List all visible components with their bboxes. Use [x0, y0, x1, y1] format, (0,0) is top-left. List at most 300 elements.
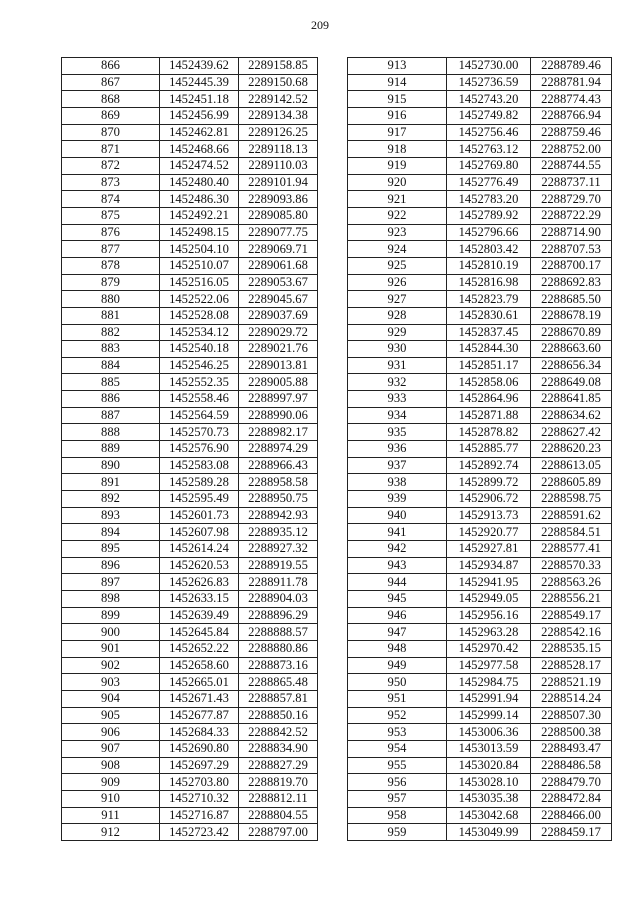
northing-cell: 2288649.08: [531, 374, 612, 391]
northing-cell: 2288459.17: [531, 824, 612, 841]
northing-cell: 2288466.00: [531, 807, 612, 824]
easting-cell: 1452620.53: [160, 557, 239, 574]
point-number-cell: 909: [62, 774, 160, 791]
table-row: [62, 657, 318, 674]
northing-cell: 2288620.23: [531, 441, 612, 458]
northing-cell: 2288880.86: [239, 640, 318, 657]
northing-cell: 2289029.72: [239, 324, 318, 341]
point-number-cell: 867: [62, 74, 160, 91]
table-row: [348, 824, 612, 841]
northing-cell: 2289110.03: [239, 157, 318, 174]
point-number-cell: 885: [62, 374, 160, 391]
table-row: [62, 707, 318, 724]
point-number-cell: 916: [348, 107, 447, 124]
easting-cell: 1452607.98: [160, 524, 239, 541]
easting-cell: 1452528.08: [160, 307, 239, 324]
easting-cell: 1452885.77: [447, 441, 531, 458]
easting-cell: 1452984.75: [447, 674, 531, 691]
point-number-cell: 929: [348, 324, 447, 341]
point-number-cell: 915: [348, 91, 447, 108]
northing-cell: 2288678.19: [531, 307, 612, 324]
point-number-cell: 894: [62, 524, 160, 541]
point-number-cell: 905: [62, 707, 160, 724]
easting-cell: 1452534.12: [160, 324, 239, 341]
easting-cell: 1452684.33: [160, 724, 239, 741]
easting-cell: 1452658.60: [160, 657, 239, 674]
point-number-cell: 931: [348, 357, 447, 374]
northing-cell: 2288766.94: [531, 107, 612, 124]
table-row: [348, 674, 612, 691]
table-row: [348, 740, 612, 757]
easting-cell: 1452858.06: [447, 374, 531, 391]
point-number-cell: 874: [62, 191, 160, 208]
easting-cell: 1453020.84: [447, 757, 531, 774]
easting-cell: 1452763.12: [447, 141, 531, 158]
easting-cell: 1452665.01: [160, 674, 239, 691]
point-number-cell: 882: [62, 324, 160, 341]
table-row: [348, 507, 612, 524]
easting-cell: 1452645.84: [160, 624, 239, 641]
northing-cell: 2289085.80: [239, 207, 318, 224]
table-row: [348, 391, 612, 408]
table-row: [62, 357, 318, 374]
easting-cell: 1453035.38: [447, 790, 531, 807]
point-number-cell: 938: [348, 474, 447, 491]
northing-cell: 2288888.57: [239, 624, 318, 641]
point-number-cell: 934: [348, 407, 447, 424]
easting-cell: 1452837.45: [447, 324, 531, 341]
easting-cell: 1452652.22: [160, 640, 239, 657]
point-number-cell: 899: [62, 607, 160, 624]
point-number-cell: 957: [348, 790, 447, 807]
point-number-cell: 895: [62, 541, 160, 558]
northing-cell: 2289045.67: [239, 291, 318, 308]
easting-cell: 1452480.40: [160, 174, 239, 191]
table-row: [62, 291, 318, 308]
point-number-cell: 950: [348, 674, 447, 691]
table-row: [348, 441, 612, 458]
northing-cell: 2288834.90: [239, 740, 318, 757]
northing-cell: 2288990.06: [239, 407, 318, 424]
northing-cell: 2288958.58: [239, 474, 318, 491]
coordinate-table-right: [347, 57, 612, 841]
northing-cell: 2288896.29: [239, 607, 318, 624]
northing-cell: 2288486.58: [531, 757, 612, 774]
easting-cell: 1453042.68: [447, 807, 531, 824]
point-number-cell: 910: [62, 790, 160, 807]
easting-cell: 1452462.81: [160, 124, 239, 141]
point-number-cell: 944: [348, 574, 447, 591]
northing-cell: 2288479.70: [531, 774, 612, 791]
easting-cell: 1452589.28: [160, 474, 239, 491]
table-row: [348, 274, 612, 291]
easting-cell: 1452570.73: [160, 424, 239, 441]
easting-cell: 1452439.62: [160, 58, 239, 75]
easting-cell: 1452474.52: [160, 157, 239, 174]
table-row: [348, 541, 612, 558]
point-number-cell: 896: [62, 557, 160, 574]
table-row: [62, 224, 318, 241]
easting-cell: 1452769.80: [447, 157, 531, 174]
easting-cell: 1452546.25: [160, 357, 239, 374]
table-row: [348, 224, 612, 241]
easting-cell: 1452830.61: [447, 307, 531, 324]
easting-cell: 1452492.21: [160, 207, 239, 224]
point-number-cell: 937: [348, 457, 447, 474]
table-row: [348, 640, 612, 657]
easting-cell: 1452878.82: [447, 424, 531, 441]
point-number-cell: 902: [62, 657, 160, 674]
easting-cell: 1452445.39: [160, 74, 239, 91]
northing-cell: 2289013.81: [239, 357, 318, 374]
northing-cell: 2288819.70: [239, 774, 318, 791]
easting-cell: 1452963.28: [447, 624, 531, 641]
table-row: [62, 474, 318, 491]
northing-cell: 2288598.75: [531, 491, 612, 508]
easting-cell: 1452991.94: [447, 690, 531, 707]
northing-cell: 2289077.75: [239, 224, 318, 241]
northing-cell: 2289005.88: [239, 374, 318, 391]
point-number-cell: 926: [348, 274, 447, 291]
table-row: [348, 241, 612, 258]
table-row: [348, 141, 612, 158]
point-number-cell: 870: [62, 124, 160, 141]
easting-cell: 1452783.20: [447, 191, 531, 208]
northing-cell: 2288904.03: [239, 591, 318, 608]
northing-cell: 2288797.00: [239, 824, 318, 841]
northing-cell: 2288563.26: [531, 574, 612, 591]
table-row: [62, 241, 318, 258]
easting-cell: 1452816.98: [447, 274, 531, 291]
point-number-cell: 875: [62, 207, 160, 224]
easting-cell: 1452920.77: [447, 524, 531, 541]
table-row: [62, 774, 318, 791]
easting-cell: 1452730.00: [447, 58, 531, 75]
northing-cell: 2288634.62: [531, 407, 612, 424]
point-number-cell: 933: [348, 391, 447, 408]
northing-cell: 2288528.17: [531, 657, 612, 674]
table-row: [62, 191, 318, 208]
northing-cell: 2288759.46: [531, 124, 612, 141]
northing-cell: 2288549.17: [531, 607, 612, 624]
northing-cell: 2288556.21: [531, 591, 612, 608]
northing-cell: 2289069.71: [239, 241, 318, 258]
table-row: [348, 474, 612, 491]
table-row: [62, 207, 318, 224]
northing-cell: 2288627.42: [531, 424, 612, 441]
table-row: [62, 274, 318, 291]
table-row: [62, 324, 318, 341]
easting-cell: 1452736.59: [447, 74, 531, 91]
easting-cell: 1452999.14: [447, 707, 531, 724]
easting-cell: 1452552.35: [160, 374, 239, 391]
table-row: [62, 824, 318, 841]
point-number-cell: 877: [62, 241, 160, 258]
point-number-cell: 922: [348, 207, 447, 224]
northing-cell: 2288591.62: [531, 507, 612, 524]
table-row: [62, 524, 318, 541]
easting-cell: 1452690.80: [160, 740, 239, 757]
point-number-cell: 898: [62, 591, 160, 608]
easting-cell: 1452710.32: [160, 790, 239, 807]
table-row: [62, 124, 318, 141]
northing-cell: 2288613.05: [531, 457, 612, 474]
point-number-cell: 932: [348, 374, 447, 391]
point-number-cell: 935: [348, 424, 447, 441]
easting-cell: 1452970.42: [447, 640, 531, 657]
page-number: 209: [311, 18, 329, 32]
table-row: [62, 507, 318, 524]
point-number-cell: 921: [348, 191, 447, 208]
point-number-cell: 911: [62, 807, 160, 824]
northing-cell: 2289093.86: [239, 191, 318, 208]
table-row: [348, 557, 612, 574]
table-row: [62, 141, 318, 158]
table-row: [348, 807, 612, 824]
table-row: [62, 91, 318, 108]
table-row: [62, 341, 318, 358]
easting-cell: 1452941.95: [447, 574, 531, 591]
table-row: [348, 707, 612, 724]
table-row: [62, 157, 318, 174]
northing-cell: 2288804.55: [239, 807, 318, 824]
easting-cell: 1452927.81: [447, 541, 531, 558]
easting-cell: 1452576.90: [160, 441, 239, 458]
table-row: [348, 191, 612, 208]
northing-cell: 2288781.94: [531, 74, 612, 91]
easting-cell: 1452949.05: [447, 591, 531, 608]
northing-cell: 2289053.67: [239, 274, 318, 291]
table-row: [62, 807, 318, 824]
table-row: [348, 491, 612, 508]
easting-cell: 1452697.29: [160, 757, 239, 774]
table-row: [62, 541, 318, 558]
point-number-cell: 958: [348, 807, 447, 824]
easting-cell: 1452451.18: [160, 91, 239, 108]
table-row: [348, 407, 612, 424]
northing-cell: 2288827.29: [239, 757, 318, 774]
easting-cell: 1452810.19: [447, 257, 531, 274]
northing-cell: 2288714.90: [531, 224, 612, 241]
point-number-cell: 873: [62, 174, 160, 191]
table-row: [62, 391, 318, 408]
coordinate-table-left: [61, 57, 318, 841]
easting-cell: 1452677.87: [160, 707, 239, 724]
northing-cell: 2288737.11: [531, 174, 612, 191]
table-row: [348, 690, 612, 707]
easting-cell: 1452913.73: [447, 507, 531, 524]
table-row: [348, 91, 612, 108]
table-row: [62, 491, 318, 508]
table-row: [62, 790, 318, 807]
table-row: [348, 74, 612, 91]
northing-cell: 2288521.19: [531, 674, 612, 691]
easting-cell: 1452456.99: [160, 107, 239, 124]
table-row: [62, 441, 318, 458]
table-row: [348, 724, 612, 741]
easting-cell: 1452498.15: [160, 224, 239, 241]
table-row: [348, 607, 612, 624]
table-row: [348, 291, 612, 308]
point-number-cell: 890: [62, 457, 160, 474]
point-number-cell: 953: [348, 724, 447, 741]
northing-cell: 2289061.68: [239, 257, 318, 274]
point-number-cell: 880: [62, 291, 160, 308]
table-row: [348, 657, 612, 674]
point-number-cell: 925: [348, 257, 447, 274]
table-row: [348, 257, 612, 274]
northing-cell: 2288722.29: [531, 207, 612, 224]
northing-cell: 2288966.43: [239, 457, 318, 474]
easting-cell: 1452851.17: [447, 357, 531, 374]
northing-cell: 2288752.00: [531, 141, 612, 158]
table-row: [62, 607, 318, 624]
point-number-cell: 947: [348, 624, 447, 641]
point-number-cell: 908: [62, 757, 160, 774]
northing-cell: 2288812.11: [239, 790, 318, 807]
point-number-cell: 869: [62, 107, 160, 124]
easting-cell: 1452639.49: [160, 607, 239, 624]
easting-cell: 1452789.92: [447, 207, 531, 224]
point-number-cell: 879: [62, 274, 160, 291]
table-row: [62, 257, 318, 274]
point-number-cell: 919: [348, 157, 447, 174]
northing-cell: 2288577.41: [531, 541, 612, 558]
easting-cell: 1452776.49: [447, 174, 531, 191]
northing-cell: 2288670.89: [531, 324, 612, 341]
table-row: [62, 591, 318, 608]
point-number-cell: 903: [62, 674, 160, 691]
northing-cell: 2288850.16: [239, 707, 318, 724]
point-number-cell: 906: [62, 724, 160, 741]
northing-cell: 2288774.43: [531, 91, 612, 108]
northing-cell: 2288570.33: [531, 557, 612, 574]
table-row: [348, 591, 612, 608]
easting-cell: 1452601.73: [160, 507, 239, 524]
northing-cell: 2288857.81: [239, 690, 318, 707]
table-row: [348, 357, 612, 374]
point-number-cell: 943: [348, 557, 447, 574]
easting-cell: 1452516.05: [160, 274, 239, 291]
table-row: [62, 724, 318, 741]
point-number-cell: 946: [348, 607, 447, 624]
table-row: [348, 307, 612, 324]
point-number-cell: 868: [62, 91, 160, 108]
easting-cell: 1452892.74: [447, 457, 531, 474]
easting-cell: 1452956.16: [447, 607, 531, 624]
easting-cell: 1452716.87: [160, 807, 239, 824]
point-number-cell: 928: [348, 307, 447, 324]
table-row: [348, 774, 612, 791]
easting-cell: 1452595.49: [160, 491, 239, 508]
point-number-cell: 900: [62, 624, 160, 641]
easting-cell: 1452723.42: [160, 824, 239, 841]
easting-cell: 1452468.66: [160, 141, 239, 158]
table-row: [348, 457, 612, 474]
easting-cell: 1453028.10: [447, 774, 531, 791]
northing-cell: 2289118.13: [239, 141, 318, 158]
easting-cell: 1452633.15: [160, 591, 239, 608]
northing-cell: 2288865.48: [239, 674, 318, 691]
northing-cell: 2288700.17: [531, 257, 612, 274]
northing-cell: 2288873.16: [239, 657, 318, 674]
northing-cell: 2288514.24: [531, 690, 612, 707]
easting-cell: 1452510.07: [160, 257, 239, 274]
northing-cell: 2289021.76: [239, 341, 318, 358]
easting-cell: 1452906.72: [447, 491, 531, 508]
easting-cell: 1453049.99: [447, 824, 531, 841]
table-row: [62, 757, 318, 774]
northing-cell: 2288584.51: [531, 524, 612, 541]
table-row: [62, 107, 318, 124]
northing-cell: 2289126.25: [239, 124, 318, 141]
table-row: [348, 757, 612, 774]
easting-cell: 1452583.08: [160, 457, 239, 474]
table-row: [62, 557, 318, 574]
table-row: [348, 324, 612, 341]
point-number-cell: 954: [348, 740, 447, 757]
northing-cell: 2288507.30: [531, 707, 612, 724]
table-row: [62, 174, 318, 191]
easting-cell: 1452558.46: [160, 391, 239, 408]
table-row: [348, 157, 612, 174]
table-row: [348, 107, 612, 124]
northing-cell: 2289142.52: [239, 91, 318, 108]
point-number-cell: 917: [348, 124, 447, 141]
table-row: [62, 690, 318, 707]
point-number-cell: 907: [62, 740, 160, 757]
northing-cell: 2288982.17: [239, 424, 318, 441]
easting-cell: 1452823.79: [447, 291, 531, 308]
point-number-cell: 923: [348, 224, 447, 241]
easting-cell: 1452671.43: [160, 690, 239, 707]
table-row: [62, 58, 318, 75]
northing-cell: 2288535.15: [531, 640, 612, 657]
northing-cell: 2288641.85: [531, 391, 612, 408]
table-row: [62, 574, 318, 591]
table-row: [62, 407, 318, 424]
northing-cell: 2288997.97: [239, 391, 318, 408]
table-row: [348, 207, 612, 224]
point-number-cell: 939: [348, 491, 447, 508]
easting-cell: 1452756.46: [447, 124, 531, 141]
easting-cell: 1452614.24: [160, 541, 239, 558]
northing-cell: 2289037.69: [239, 307, 318, 324]
easting-cell: 1452703.80: [160, 774, 239, 791]
easting-cell: 1452934.87: [447, 557, 531, 574]
table-row: [348, 174, 612, 191]
table-row: [348, 790, 612, 807]
table-row: [62, 374, 318, 391]
table-row: [348, 574, 612, 591]
table-row: [348, 124, 612, 141]
northing-cell: 2288935.12: [239, 524, 318, 541]
table-row: [348, 424, 612, 441]
point-number-cell: 912: [62, 824, 160, 841]
easting-cell: 1452522.06: [160, 291, 239, 308]
table-row: [62, 457, 318, 474]
easting-cell: 1452899.72: [447, 474, 531, 491]
northing-cell: 2288744.55: [531, 157, 612, 174]
point-number-cell: 955: [348, 757, 447, 774]
northing-cell: 2288919.55: [239, 557, 318, 574]
point-number-cell: 930: [348, 341, 447, 358]
point-number-cell: 936: [348, 441, 447, 458]
northing-cell: 2288927.32: [239, 541, 318, 558]
table-row: [62, 674, 318, 691]
point-number-cell: 883: [62, 341, 160, 358]
northing-cell: 2288493.47: [531, 740, 612, 757]
